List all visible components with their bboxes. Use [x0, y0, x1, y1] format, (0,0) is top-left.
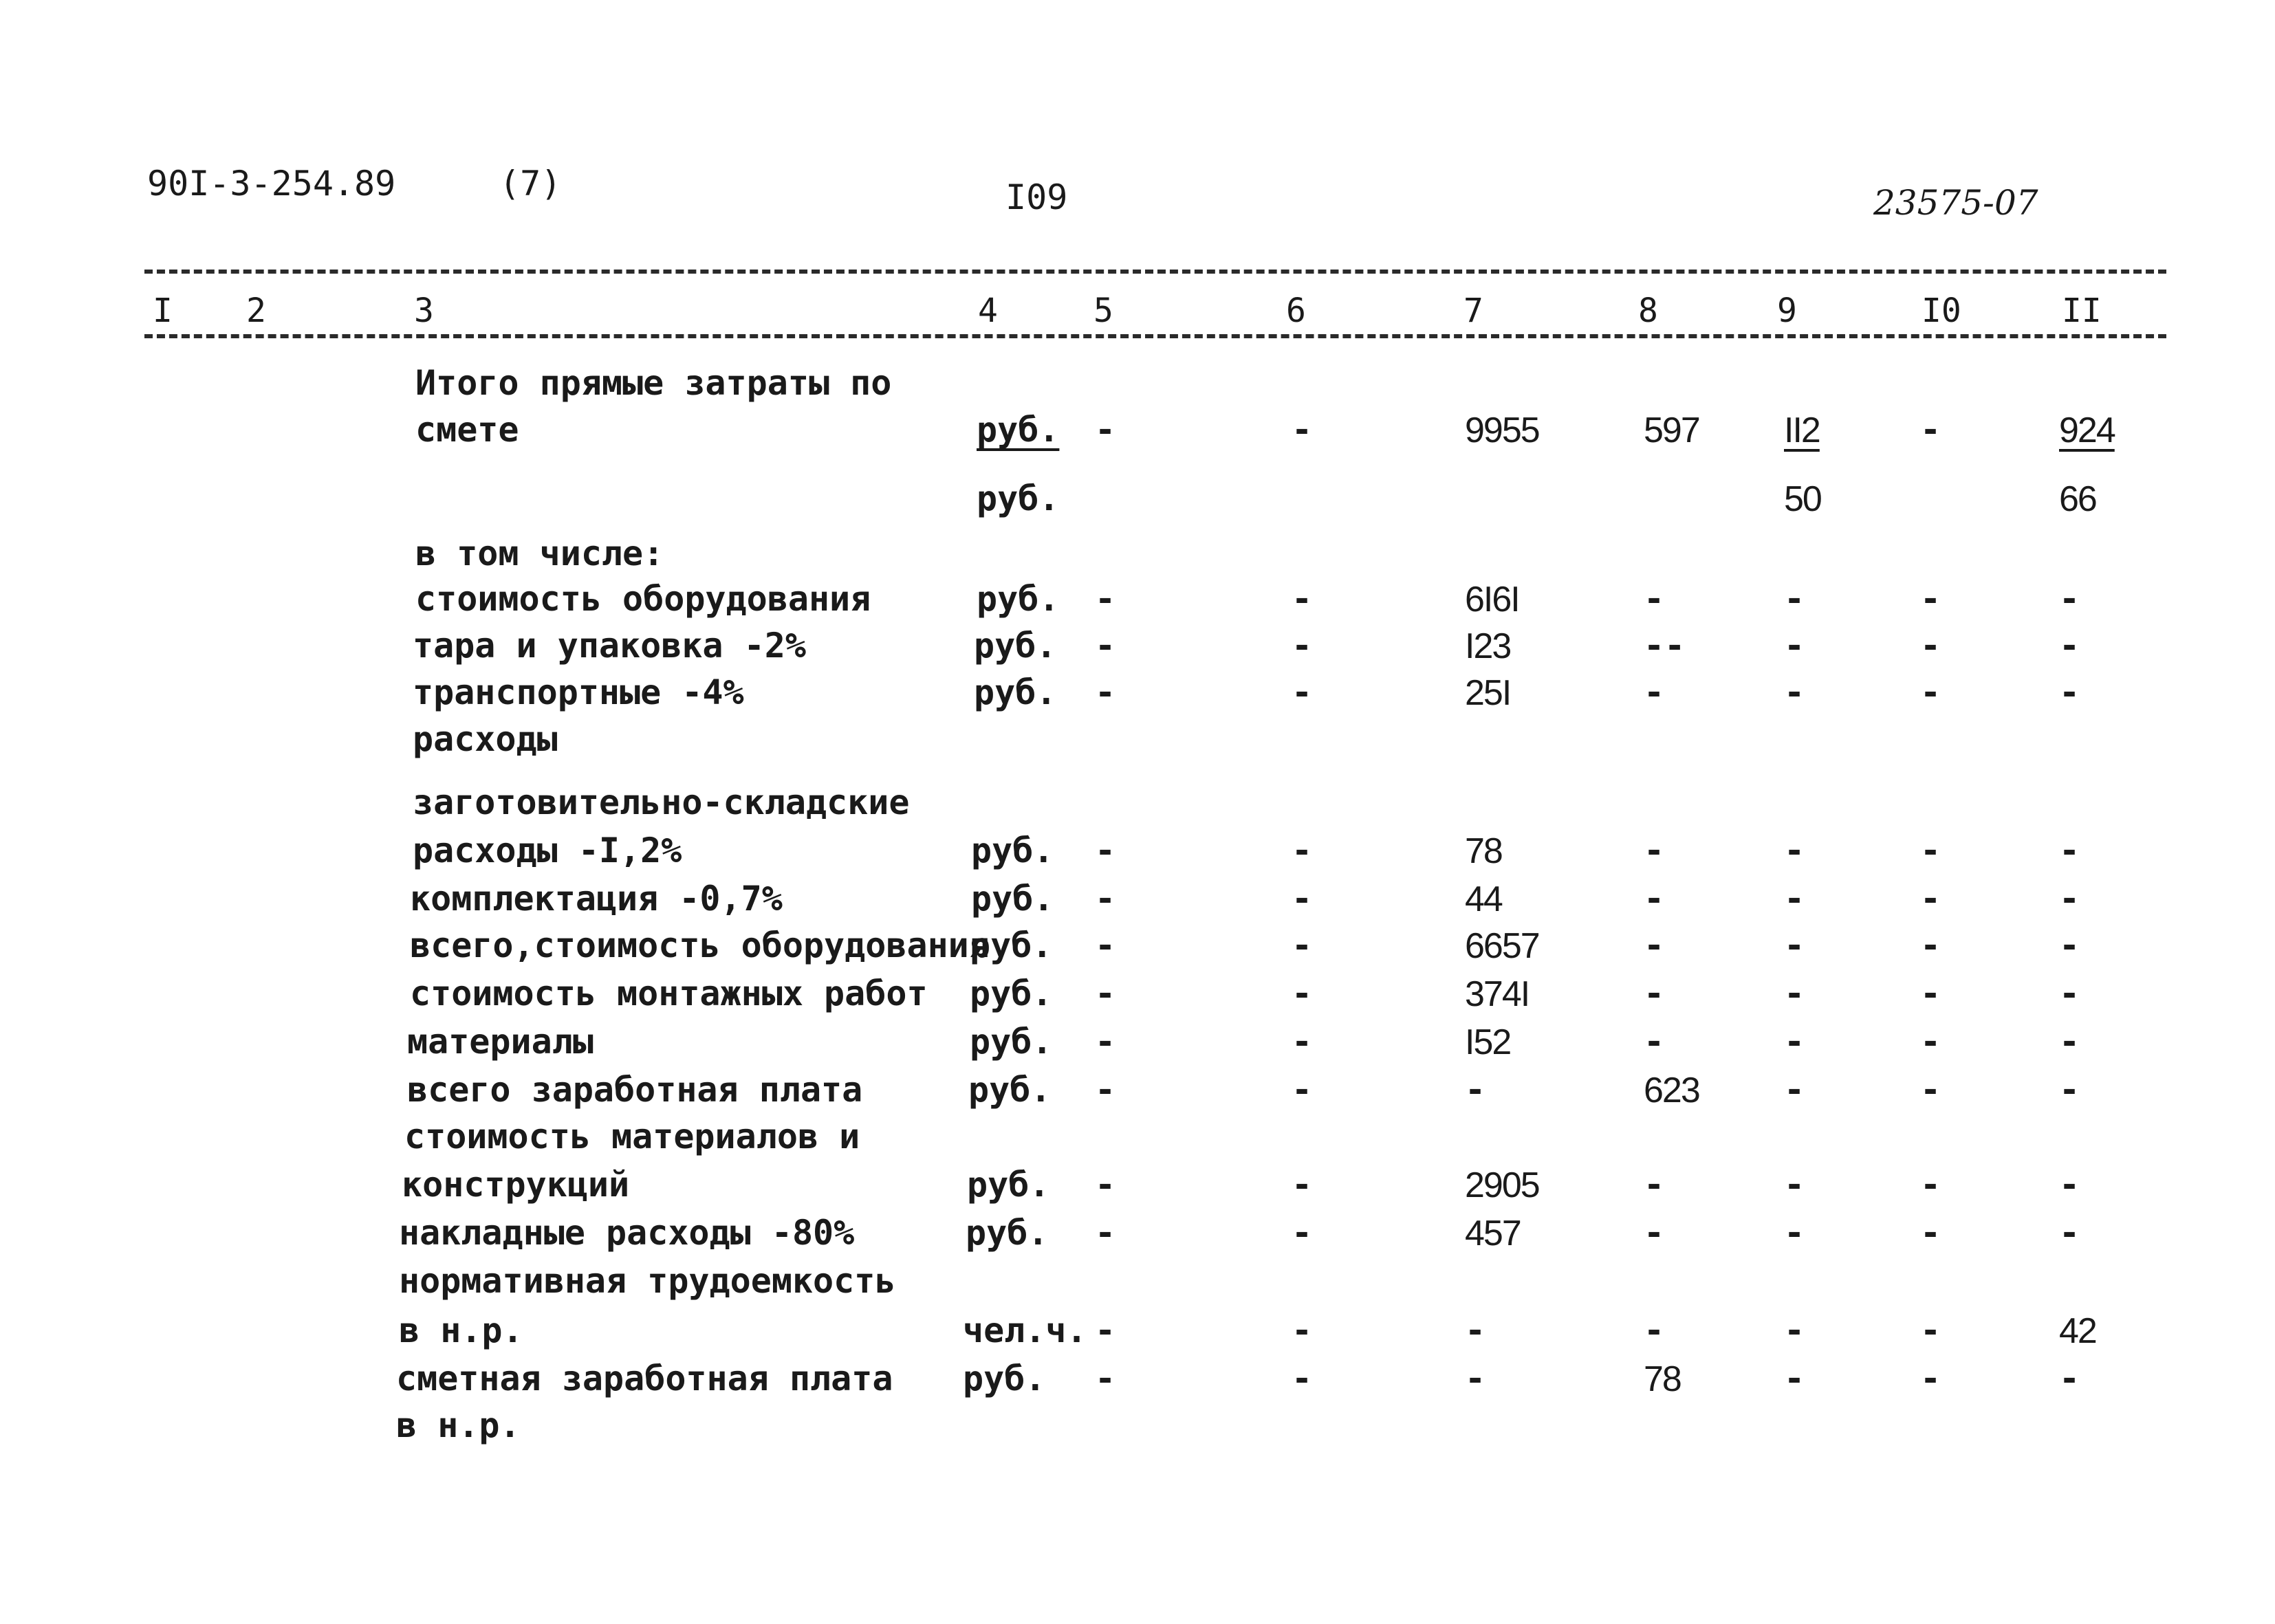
unit-cell: руб. [970, 974, 1053, 1013]
value-cell: - [1095, 1310, 1116, 1350]
row-label: заготовительно-складские [413, 782, 910, 822]
unit-cell: чел.ч. [963, 1310, 1087, 1350]
value-cell: - [1465, 1070, 1486, 1110]
value-cell: - [1920, 1165, 1941, 1205]
value-cell: - [1644, 1022, 1665, 1062]
unit-cell: руб. [963, 1359, 1046, 1398]
row-label: Итого прямые затраты по [415, 363, 892, 403]
value-cell: - [1292, 672, 1313, 712]
unit-cell: руб. [967, 1165, 1050, 1205]
value-cell: - [1920, 1359, 1941, 1398]
value-cell: - [1292, 1022, 1313, 1062]
value-cell: - [1095, 672, 1116, 712]
value-cell: - [1920, 626, 1941, 666]
value-cell: - [1644, 879, 1665, 919]
value-cell: 6657 [1465, 926, 1539, 966]
value-cell: - [2059, 579, 2080, 619]
column-header-rule [144, 334, 2166, 338]
column-number: 8 [1638, 292, 1658, 330]
value-cell: - [1644, 1165, 1665, 1205]
row-label: расходы -I,2% [413, 831, 682, 870]
value-cell: - [2059, 626, 2080, 666]
row-label: расходы [413, 719, 558, 759]
document-code: 90I-3-254.89 [147, 164, 396, 204]
value-cell: - [1920, 974, 1941, 1013]
inventory-number: 23575-07 [1873, 183, 2038, 223]
unit-cell: руб. [974, 626, 1057, 666]
value-cell: - [1784, 1310, 1805, 1350]
row-label: сметная заработная плата [396, 1359, 893, 1398]
value-cell: - [2059, 1022, 2080, 1062]
value-cell: - [2059, 974, 2080, 1013]
value-cell: - [1920, 831, 1941, 870]
value-cell: - [1644, 672, 1665, 712]
value-cell: - [2059, 1359, 2080, 1398]
value-cell: - [1784, 1022, 1805, 1062]
value-cell: 597 [1644, 410, 1699, 450]
value-cell: - [1095, 626, 1116, 666]
row-label: стоимость монтажных работ [410, 974, 928, 1013]
value-cell: - [1784, 831, 1805, 870]
column-number: I [153, 292, 173, 330]
value-cell: - [2059, 1213, 2080, 1253]
value-cell: - [1784, 672, 1805, 712]
column-number: 4 [978, 292, 998, 330]
value-cell: - [1784, 579, 1805, 619]
value-cell: - [1644, 974, 1665, 1013]
column-number: 6 [1286, 292, 1306, 330]
row-label: материалы [407, 1022, 594, 1062]
value-cell: -- [1644, 626, 1686, 666]
value-cell: 2905 [1465, 1165, 1539, 1205]
value-cell: - [1292, 1165, 1313, 1205]
value-cell: 623 [1644, 1071, 1699, 1110]
value-cell: - [1784, 974, 1805, 1013]
value-cell: - [1784, 1359, 1805, 1398]
value-cell: 66 [2059, 479, 2096, 519]
unit-cell: руб. [977, 410, 1060, 450]
column-number: II [2062, 292, 2102, 330]
unit-cell: руб. [970, 1022, 1053, 1062]
value-cell: - [1465, 1359, 1486, 1398]
row-label: накладные расходы -80% [399, 1213, 855, 1253]
unit-cell: руб. [971, 831, 1054, 870]
value-cell: - [1292, 925, 1313, 965]
value-cell: - [1095, 925, 1116, 965]
column-number: 2 [246, 292, 266, 330]
unit-cell: руб. [970, 925, 1053, 965]
unit-cell: руб. [971, 879, 1054, 919]
column-number: 3 [414, 292, 434, 330]
value-cell: - [1920, 879, 1941, 919]
unit-cell: руб. [974, 672, 1057, 712]
value-cell: - [2059, 1070, 2080, 1110]
value-cell: 78 [1644, 1359, 1681, 1399]
row-label: в н.р. [396, 1405, 521, 1445]
value-cell: - [1784, 879, 1805, 919]
value-cell: - [1095, 879, 1116, 919]
value-cell: - [1095, 831, 1116, 870]
value-cell: - [1095, 579, 1116, 619]
column-number: 9 [1777, 292, 1797, 330]
value-cell: - [2059, 1165, 2080, 1205]
row-label: всего,стоимость оборудования [410, 925, 990, 965]
value-cell: 9955 [1465, 410, 1539, 450]
row-label: стоимость оборудования [415, 579, 871, 619]
unit-cell: руб. [977, 479, 1060, 518]
unit-cell: руб. [968, 1070, 1052, 1110]
sheet-note: (7) [499, 164, 562, 204]
value-cell: - [1095, 974, 1116, 1013]
value-cell: - [1644, 1213, 1665, 1253]
value-cell: - [2059, 879, 2080, 919]
value-cell: 924 [2059, 410, 2115, 450]
column-number: I0 [1922, 292, 1961, 330]
row-label: в н.р. [399, 1310, 523, 1350]
row-label: тара и упаковка -2% [413, 626, 806, 666]
value-cell: - [1784, 1213, 1805, 1253]
value-cell: - [1292, 879, 1313, 919]
value-cell: - [1292, 974, 1313, 1013]
value-cell: 78 [1465, 831, 1502, 871]
row-label: стоимость материалов и [404, 1117, 860, 1156]
row-label: в том числе: [415, 534, 664, 573]
value-cell: - [1292, 579, 1313, 619]
value-cell: - [1920, 925, 1941, 965]
row-label: смете [415, 410, 519, 450]
row-label: всего заработная плата [407, 1070, 863, 1110]
value-cell: - [1095, 1359, 1116, 1398]
value-cell: 44 [1465, 879, 1502, 919]
row-label: конструкций [402, 1165, 630, 1205]
value-cell: - [2059, 925, 2080, 965]
value-cell: - [1644, 579, 1665, 619]
value-cell: - [1644, 925, 1665, 965]
value-cell: II2 [1784, 410, 1820, 450]
value-cell: - [1920, 1213, 1941, 1253]
value-cell: - [1292, 410, 1313, 450]
value-cell: - [1920, 410, 1941, 450]
value-cell: - [1292, 626, 1313, 666]
value-cell: I52 [1465, 1022, 1511, 1062]
page-number: I09 [1005, 177, 1068, 217]
value-cell: - [2059, 831, 2080, 870]
value-cell: - [1920, 1070, 1941, 1110]
value-cell: - [2059, 672, 2080, 712]
column-number: 5 [1093, 292, 1113, 330]
value-cell: 457 [1465, 1214, 1521, 1253]
value-cell: - [1920, 1310, 1941, 1350]
value-cell: - [1784, 626, 1805, 666]
value-cell: - [1095, 1165, 1116, 1205]
value-cell: - [1465, 1310, 1486, 1350]
value-cell: - [1292, 1310, 1313, 1350]
value-cell: - [1095, 410, 1116, 450]
row-label: нормативная трудоемкость [399, 1261, 896, 1301]
value-cell: - [1292, 1213, 1313, 1253]
table-top-rule [144, 270, 2166, 274]
value-cell: - [1920, 579, 1941, 619]
value-cell: - [1784, 1165, 1805, 1205]
value-cell: - [1095, 1022, 1116, 1062]
value-cell: 50 [1784, 479, 1821, 519]
row-label: комплектация -0,7% [410, 879, 783, 919]
value-cell: - [1095, 1070, 1116, 1110]
value-cell: - [1920, 1022, 1941, 1062]
value-cell: - [1292, 1070, 1313, 1110]
unit-cell: руб. [977, 579, 1060, 619]
column-number: 7 [1463, 292, 1483, 330]
value-cell: - [1920, 672, 1941, 712]
value-cell: - [1095, 1213, 1116, 1253]
value-cell: 42 [2059, 1311, 2096, 1351]
value-cell: - [1292, 831, 1313, 870]
value-cell: - [1784, 1070, 1805, 1110]
value-cell: - [1644, 831, 1665, 870]
unit-cell: руб. [966, 1213, 1049, 1253]
value-cell: - [1644, 1310, 1665, 1350]
row-label: транспортные -4% [413, 672, 744, 712]
value-cell: 6I6I [1465, 580, 1519, 619]
value-cell: 25I [1465, 673, 1511, 713]
value-cell: - [1292, 1359, 1313, 1398]
value-cell: - [1784, 925, 1805, 965]
value-cell: I23 [1465, 626, 1511, 666]
value-cell: 374I [1465, 974, 1530, 1014]
